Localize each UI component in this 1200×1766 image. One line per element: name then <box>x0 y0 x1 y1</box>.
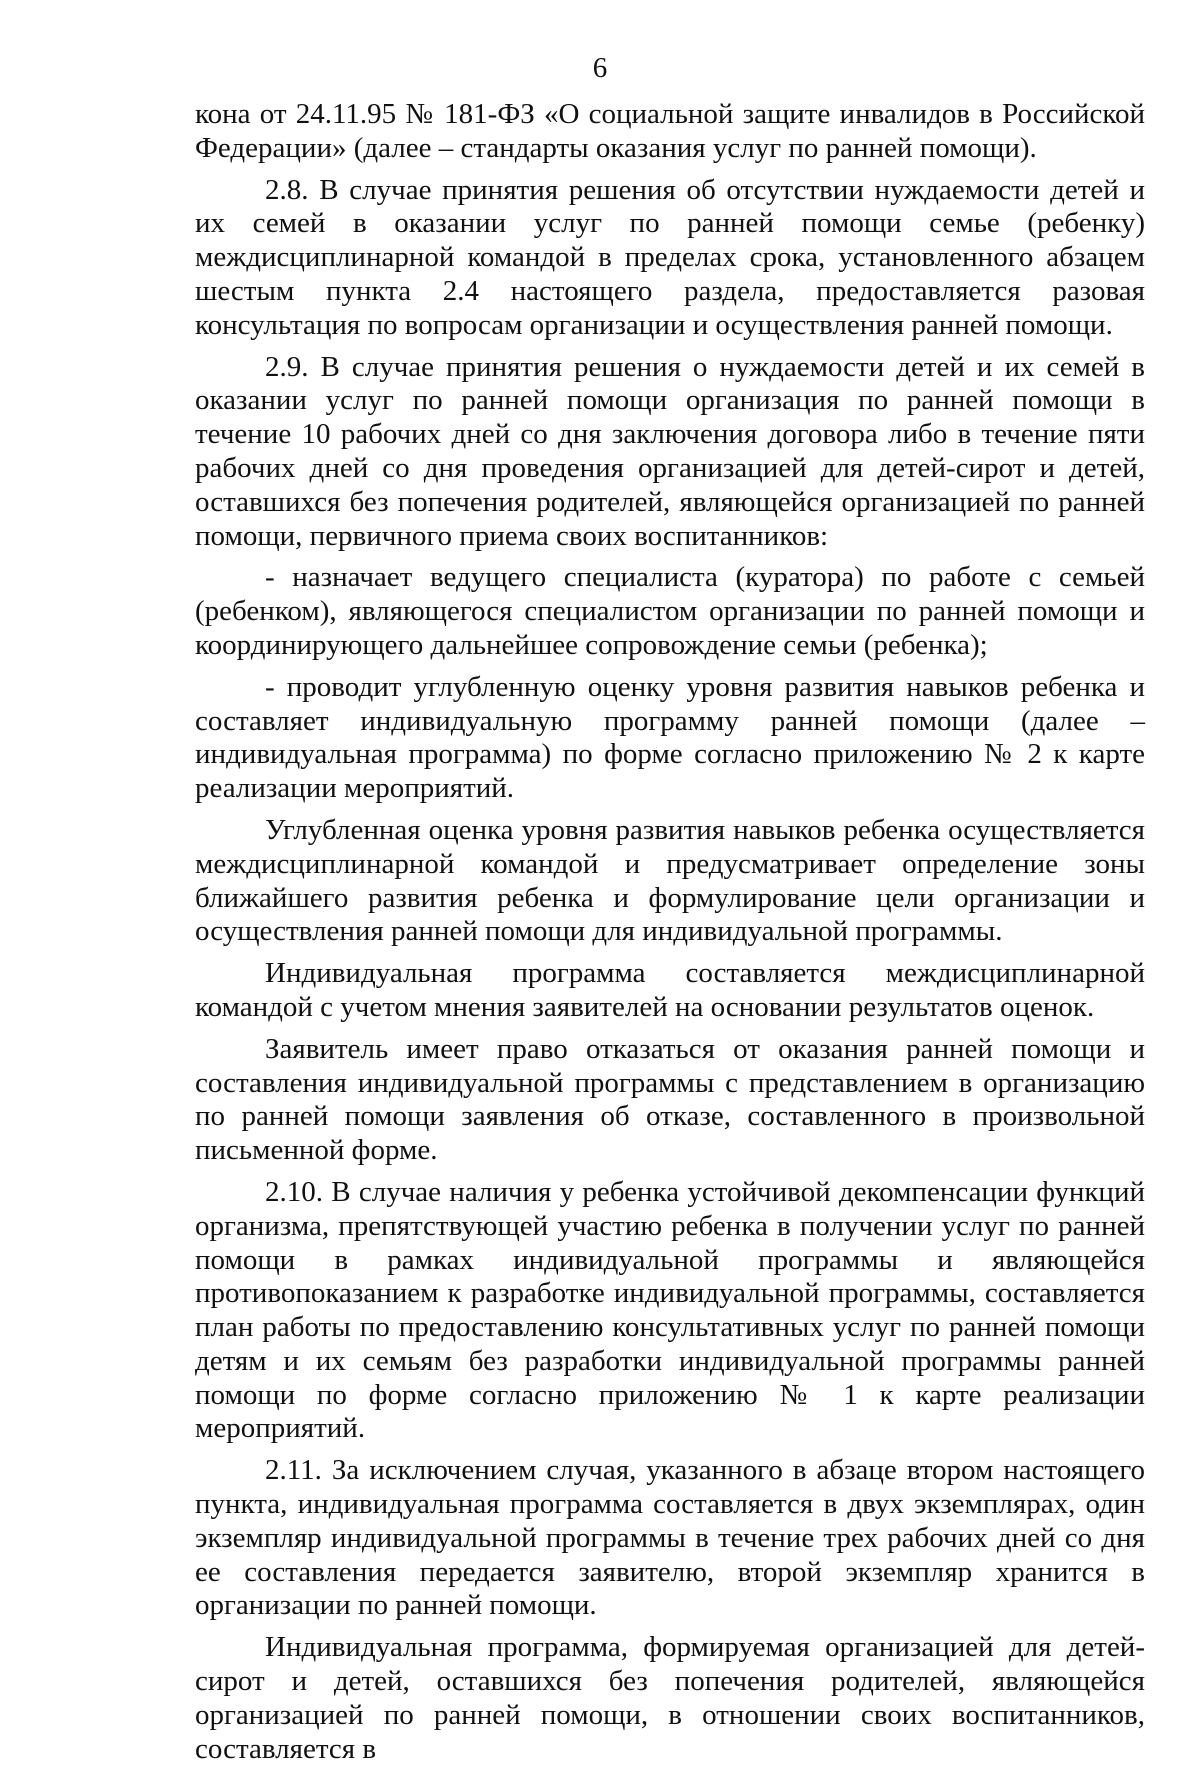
paragraph-2-8: 2.8. В случае принятия решения об отсутствии нуждаемости детей и их семей в оказании услуг по ранней помощи семье (ребенку) междисциплинарной командой в пределах срока, установленного абзацем шестым пункта 2.4 настоящего раздела, предоставляется разовая консультация по вопросам организации и осуществления ранней помощи. <box>195 173 1145 341</box>
list-item-assessment: - проводит углубленную оценку уровня развития навыков ребенка и составляет индивидуальную программу ранней помощи (далее – индивидуальная программа) по форме согласно приложению № 2 к карте реализации мероприятий. <box>195 670 1145 805</box>
paragraph-2-11: 2.11. За исключением случая, указанного в абзаце втором настоящего пункта, индивидуальная программа составляется в двух экземплярах, один экземпляр индивидуальной программы в течение трех рабочих дней со дня ее составления передается заявителю, второй экземпляр хранится в организации по ранней помощи. <box>195 1454 1145 1622</box>
page-number: 6 <box>592 52 608 84</box>
paragraph-applicant-refusal: Заявитель имеет право отказаться от оказания ранней помощи и составления индивидуальной программы с представлением в организацию по ранней помощи заявления об отказе, составленного в произвольной письменной форме. <box>195 1032 1145 1167</box>
paragraph-2-10: 2.10. В случае наличия у ребенка устойчивой декомпенсации функций организма, препятствующей участию ребенка в получении услуг по ранней помощи в рамках индивидуальной программы и являющейся противопоказанием к разработке индивидуальной программы, составляется план работы по предоставлению консультативных услуг по ранней помощи детям и их семьям без разработки индивидуальной программы ранней помощи по форме согласно приложению № 1 к карте реализации мероприятий. <box>195 1175 1145 1445</box>
paragraph-assessment-details: Углубленная оценка уровня развития навыков ребенка осуществляется междисциплинарной командой и предусматривает определение зоны ближайшего развития ребенка и формулирование цели организации и осуществления ранней помощи для индивидуальной программы. <box>195 813 1145 948</box>
document-body <box>195 98 1145 1766</box>
paragraph-program-composition: Индивидуальная программа составляется междисциплинарной командой с учетом мнения заявителей на основании результатов оценок. <box>195 957 1145 1023</box>
paragraph-2-9: 2.9. В случае принятия решения о нуждаемости детей и их семей в оказании услуг по ранней помощи организация по ранней помощи в течение 10 рабочих дней со дня заключения договора либо в течение пяти рабочих дней со дня проведения организацией для детей-сирот и детей, оставшихся без попечения родителей, являющейся организацией по ранней помощи, первичного приема своих воспитанников: <box>195 350 1145 552</box>
paragraph-orphan-program: Индивидуальная программа, формируемая организацией для детей-сирот и детей, оставшихся без попечения родителей, являющейся организацией по ранней помощи, в отношении своих воспитанников, составляется в <box>195 1631 1145 1765</box>
paragraph-continuation: кона от 24.11.95 № 181-ФЗ «О социальной защите инвалидов в Российской Федерации» (далее – стандарты оказания услуг по ранней помощи). <box>195 98 1145 164</box>
list-item-assign-curator: - назначает ведущего специалиста (куратора) по работе с семьей (ребенком), являющегося специалистом организации по ранней помощи и координирующего дальнейшее сопровождение семьи (ребенка); <box>195 561 1145 661</box>
